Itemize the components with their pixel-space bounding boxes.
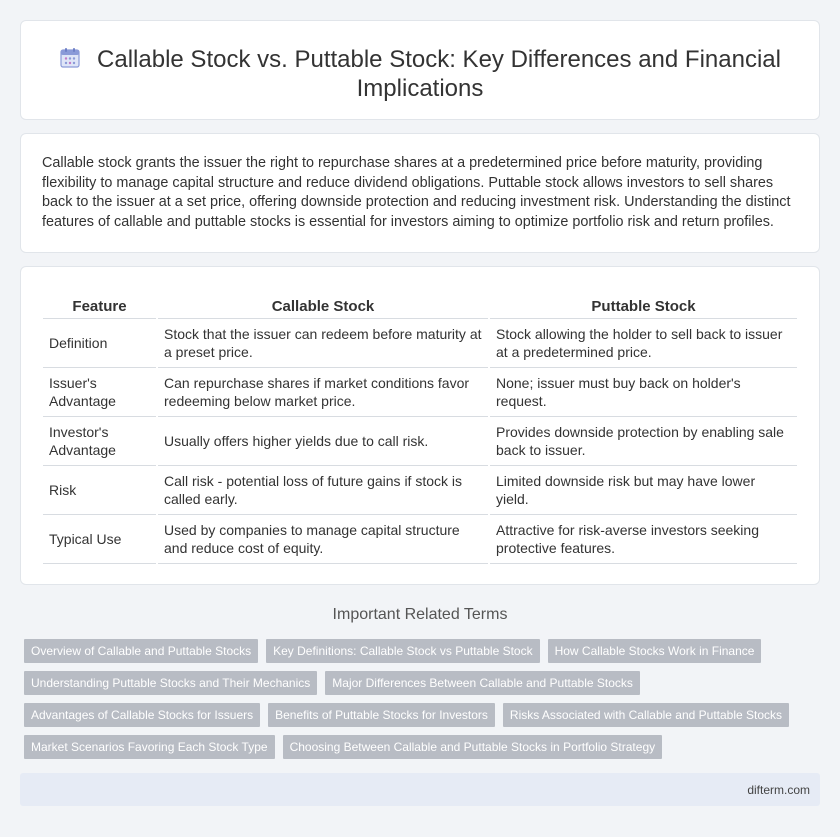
related-term-link[interactable]: Benefits of Puttable Stocks for Investors — [268, 703, 495, 727]
feature-cell: Issuer's Advantage — [43, 368, 156, 417]
puttable-cell: Limited downside risk but may have lower yield. — [490, 466, 797, 515]
callable-cell: Used by companies to manage capital structure and reduce cost of equity. — [158, 515, 488, 564]
related-term-link[interactable]: Major Differences Between Callable and Puttable Stocks — [325, 671, 640, 695]
puttable-cell: Provides downside protection by enabling sale back to issuer. — [490, 417, 797, 466]
calendar-icon — [59, 47, 81, 69]
feature-cell: Investor's Advantage — [43, 417, 156, 466]
header-puttable: Puttable Stock — [490, 297, 797, 319]
table-row — [43, 368, 797, 417]
related-term-link[interactable]: Choosing Between Callable and Puttable Stocks in Portfolio Strategy — [283, 735, 663, 759]
related-terms-title: Important Related Terms — [332, 606, 508, 623]
puttable-cell: None; issuer must buy back on holder's request. — [490, 368, 797, 417]
intro-paragraph: Callable stock grants the issuer the right to repurchase shares at a predetermined price before maturity, providing flexibility to manage capital structure and reduce dividend obligations. Puttable stock allows investors to sell shares back to the issuer at a set price, offering downside protection and reducing investment risk. Understanding the distinct features of callable and puttable stocks is essential for investors aiming to optimize portfolio risk and return profiles. — [42, 155, 791, 230]
feature-cell: Typical Use — [43, 515, 156, 564]
related-term-link[interactable]: Overview of Callable and Puttable Stocks — [24, 639, 258, 663]
feature-cell: Risk — [43, 466, 156, 515]
header-callable: Callable Stock — [158, 297, 488, 319]
header-feature: Feature — [43, 297, 156, 319]
intro-card — [20, 133, 820, 253]
page-title: Callable Stock vs. Puttable Stock: Key Differences and Financial Implications — [97, 46, 781, 102]
callable-cell: Usually offers higher yields due to call risk. — [158, 417, 488, 466]
related-term-link[interactable]: Advantages of Callable Stocks for Issuers — [24, 703, 260, 727]
table-row — [43, 515, 797, 564]
page-title-wrap — [21, 45, 819, 103]
comparison-card — [20, 266, 820, 585]
callable-cell: Can repurchase shares if market conditions favor redeeming below market price. — [158, 368, 488, 417]
related-term-link[interactable]: How Callable Stocks Work in Finance — [548, 639, 762, 663]
related-term-link[interactable]: Understanding Puttable Stocks and Their Mechanics — [24, 671, 317, 695]
callable-cell: Stock that the issuer can redeem before maturity at a preset price. — [158, 319, 488, 368]
comparison-table — [41, 297, 799, 564]
title-card — [20, 20, 820, 120]
table-row — [43, 466, 797, 515]
puttable-cell: Attractive for risk-averse investors seeking protective features. — [490, 515, 797, 564]
related-term-link[interactable]: Key Definitions: Callable Stock vs Puttable Stock — [266, 639, 539, 663]
callable-cell: Call risk - potential loss of future gains if stock is called early. — [158, 466, 488, 515]
footer-site-link[interactable]: difterm.com — [747, 783, 810, 797]
feature-cell: Definition — [43, 319, 156, 368]
related-term-link[interactable]: Risks Associated with Callable and Puttable Stocks — [503, 703, 789, 727]
table-row — [43, 417, 797, 466]
related-terms-list — [24, 639, 804, 767]
related-term-link[interactable]: Market Scenarios Favoring Each Stock Type — [24, 735, 275, 759]
puttable-cell: Stock allowing the holder to sell back to issuer at a predetermined price. — [490, 319, 797, 368]
table-header-row — [43, 297, 797, 319]
footer — [20, 773, 820, 806]
table-row — [43, 319, 797, 368]
